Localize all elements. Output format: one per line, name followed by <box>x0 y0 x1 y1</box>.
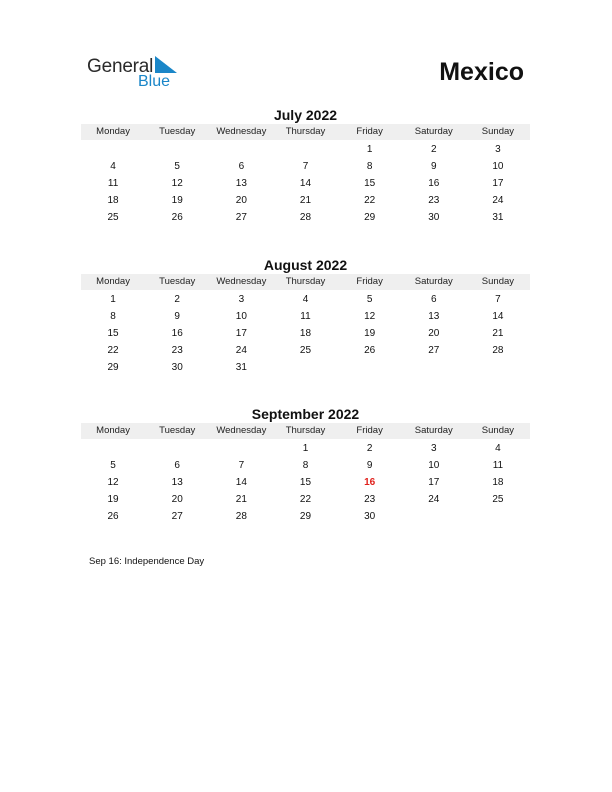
weekday-label: Saturday <box>414 276 453 287</box>
day-cell: 5 <box>110 460 116 471</box>
day-cell: 26 <box>107 511 119 522</box>
week-row <box>81 158 530 175</box>
day-cell: 31 <box>492 212 504 223</box>
day-cell: 14 <box>299 178 312 189</box>
day-cell <box>402 359 466 376</box>
day-cell: 13 <box>235 178 247 189</box>
day-cell: 30 <box>364 511 376 522</box>
day-cell <box>209 141 273 158</box>
day-cell <box>209 440 273 457</box>
weekday-label: Wednesday <box>216 425 267 436</box>
weekday-label: Tuesday <box>159 126 196 137</box>
day-cell: 14 <box>235 477 247 488</box>
weekday-label: Friday <box>356 126 383 137</box>
day-cell: 31 <box>235 362 247 373</box>
day-cell: 22 <box>299 494 312 505</box>
weekday-label: Sunday <box>481 276 515 287</box>
day-cell: 11 <box>300 311 311 322</box>
weekday-label: Wednesday <box>216 276 267 287</box>
day-cell <box>338 359 402 376</box>
day-cell: 23 <box>428 195 440 206</box>
day-cell <box>145 440 209 457</box>
day-cell: 22 <box>107 345 119 356</box>
day-cell: 9 <box>366 460 373 471</box>
day-cell: 9 <box>430 161 437 172</box>
week-row <box>81 440 530 457</box>
weekday-header <box>81 274 530 290</box>
logo-general-text: General <box>87 56 154 77</box>
day-cell: 28 <box>235 511 247 522</box>
day-cell: 12 <box>107 477 119 488</box>
month-july <box>81 106 530 226</box>
day-cell: 3 <box>238 294 245 305</box>
month-august <box>81 256 530 376</box>
logo-blue-text: Blue <box>138 73 171 90</box>
day-cell: 6 <box>174 460 180 471</box>
country-title: Mexico <box>439 58 524 86</box>
month-title: July 2022 <box>273 107 338 123</box>
day-cell: 7 <box>495 294 501 305</box>
week-row <box>81 474 530 491</box>
day-cell: 8 <box>302 460 309 471</box>
day-cell: 29 <box>299 511 312 522</box>
day-cell: 18 <box>107 195 119 206</box>
day-cell: 11 <box>492 460 504 471</box>
week-row <box>81 342 530 359</box>
day-cell: 6 <box>238 161 245 172</box>
day-cell: 28 <box>299 212 312 223</box>
day-cell: 16 <box>364 477 376 488</box>
day-cell: 4 <box>302 294 309 305</box>
day-cell: 3 <box>430 443 437 454</box>
day-cell: 18 <box>299 328 312 339</box>
holiday-notes <box>89 556 204 567</box>
day-cell: 25 <box>492 494 504 505</box>
week-row <box>81 325 530 342</box>
day-cell: 25 <box>107 212 119 223</box>
week-row <box>81 291 530 308</box>
day-cell: 20 <box>235 195 247 206</box>
day-cell: 8 <box>110 311 116 322</box>
week-row <box>81 209 530 226</box>
month-title: September 2022 <box>251 406 360 422</box>
weekday-label: Thursday <box>285 126 326 137</box>
day-cell: 29 <box>107 362 119 373</box>
weekday-label: Sunday <box>481 126 515 137</box>
week-row <box>81 359 530 376</box>
day-cell: 1 <box>302 443 309 454</box>
logo <box>87 56 197 92</box>
day-cell: 27 <box>428 345 440 356</box>
month-title: August 2022 <box>263 257 348 273</box>
day-cell <box>81 141 145 158</box>
day-cell: 1 <box>110 294 116 305</box>
day-cell: 16 <box>171 328 183 339</box>
weekday-label: Tuesday <box>159 425 196 436</box>
week-row <box>81 141 530 158</box>
week-row <box>81 175 530 192</box>
weekday-label: Wednesday <box>216 126 267 137</box>
holiday-note: Sep 16: Independence Day <box>89 556 205 567</box>
day-cell: 24 <box>492 195 504 206</box>
weekday-label: Tuesday <box>159 276 196 287</box>
day-cell: 29 <box>364 212 376 223</box>
day-cell: 11 <box>107 178 119 189</box>
day-cell: 26 <box>171 212 183 223</box>
weekday-label: Monday <box>96 276 130 287</box>
logo-triangle-icon <box>155 56 177 74</box>
day-cell <box>81 440 145 457</box>
weekday-label: Friday <box>356 425 383 436</box>
week-row <box>81 192 530 209</box>
day-cell <box>273 359 337 376</box>
day-cell: 10 <box>235 311 247 322</box>
day-cell: 17 <box>428 477 440 488</box>
day-cell: 2 <box>366 443 373 454</box>
weekday-label: Thursday <box>285 276 326 287</box>
week-row <box>81 457 530 474</box>
day-cell: 4 <box>110 161 116 172</box>
day-cell: 24 <box>428 494 440 505</box>
day-cell: 13 <box>171 477 183 488</box>
day-cell: 23 <box>364 494 376 505</box>
weekday-label: Friday <box>356 276 383 287</box>
day-cell: 27 <box>171 511 183 522</box>
day-cell: 13 <box>428 311 440 322</box>
day-cell: 4 <box>495 443 501 454</box>
day-cell <box>273 141 337 158</box>
day-cell: 21 <box>492 328 504 339</box>
day-cell: 14 <box>492 311 504 322</box>
day-cell: 16 <box>428 178 440 189</box>
day-cell: 23 <box>171 345 183 356</box>
month-september <box>81 405 530 525</box>
day-cell: 15 <box>364 178 376 189</box>
weekday-header <box>81 423 530 439</box>
day-cell <box>402 508 466 525</box>
day-cell: 20 <box>428 328 440 339</box>
day-cell: 28 <box>492 345 504 356</box>
day-cell: 22 <box>364 195 376 206</box>
day-cell: 17 <box>492 178 504 189</box>
day-cell <box>466 359 530 376</box>
weekday-header <box>81 124 530 140</box>
day-cell: 21 <box>235 494 247 505</box>
day-cell: 3 <box>495 144 501 155</box>
day-cell: 10 <box>428 460 440 471</box>
day-cell: 21 <box>299 195 312 206</box>
weekday-label: Monday <box>96 425 130 436</box>
day-cell: 18 <box>492 477 504 488</box>
week-row <box>81 308 530 325</box>
day-cell: 8 <box>366 161 373 172</box>
day-cell <box>466 508 530 525</box>
day-cell: 17 <box>235 328 247 339</box>
weekday-label: Thursday <box>285 425 326 436</box>
weekday-label: Monday <box>96 126 130 137</box>
week-row <box>81 491 530 508</box>
day-cell: 7 <box>302 161 309 172</box>
day-cell: 5 <box>174 161 180 172</box>
day-cell: 30 <box>428 212 440 223</box>
day-cell: 10 <box>492 161 504 172</box>
day-cell: 2 <box>430 144 437 155</box>
day-cell: 2 <box>174 294 180 305</box>
day-cell: 19 <box>171 195 183 206</box>
day-cell: 15 <box>107 328 119 339</box>
weekday-label: Sunday <box>481 425 515 436</box>
day-cell: 6 <box>430 294 437 305</box>
day-cell: 7 <box>238 460 245 471</box>
day-cell: 15 <box>299 477 312 488</box>
day-cell: 20 <box>171 494 183 505</box>
weekday-label: Saturday <box>414 126 453 137</box>
day-cell: 24 <box>235 345 247 356</box>
day-cell: 30 <box>171 362 183 373</box>
day-cell: 19 <box>107 494 119 505</box>
day-cell: 5 <box>366 294 373 305</box>
day-cell: 27 <box>235 212 247 223</box>
day-cell: 9 <box>174 311 180 322</box>
day-cell: 26 <box>364 345 376 356</box>
week-row <box>81 508 530 525</box>
day-cell: 1 <box>366 144 373 155</box>
day-cell: 19 <box>364 328 376 339</box>
day-cell: 25 <box>299 345 312 356</box>
day-cell: 12 <box>171 178 183 189</box>
day-cell <box>145 141 209 158</box>
day-cell: 12 <box>364 311 376 322</box>
weekday-label: Saturday <box>414 425 453 436</box>
